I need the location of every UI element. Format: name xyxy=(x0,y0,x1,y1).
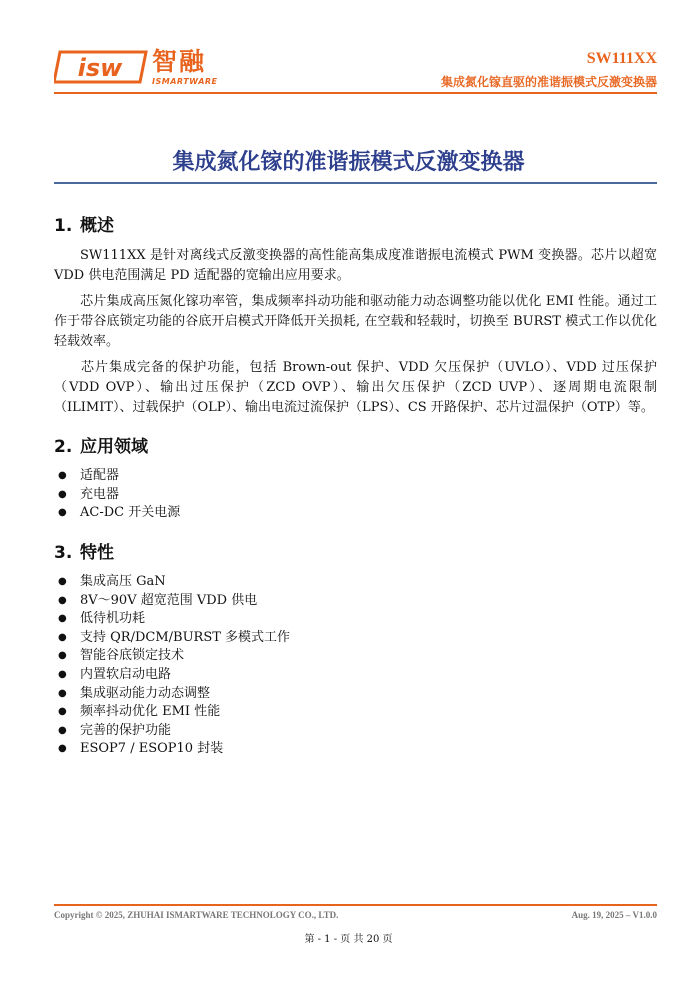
list-item: ● 完善的保护功能 xyxy=(58,722,172,738)
application-list xyxy=(54,467,657,523)
section-title: 特性 xyxy=(80,543,114,563)
section-number: 1. xyxy=(54,216,73,236)
footer-version: Aug. 19, 2025 – V1.0.0 xyxy=(571,910,657,920)
section-heading xyxy=(54,432,148,457)
company-logo xyxy=(54,46,244,90)
list-item: ● AC-DC 开关电源 xyxy=(58,505,181,521)
list-item: ● 频率抖动优化 EMI 性能 xyxy=(58,704,221,720)
list-item: ● 充电器 xyxy=(58,486,120,502)
section-title: 应用领域 xyxy=(80,437,148,457)
header-subtitle: 集成氮化镓直驱的准谐振模式反激变换器 xyxy=(440,75,657,89)
title-divider xyxy=(54,182,657,184)
header-model: SW111XX xyxy=(586,50,657,67)
list-item: ● 低待机功耗 xyxy=(58,611,146,627)
isw-logo-icon xyxy=(54,50,148,84)
paragraph xyxy=(54,246,657,286)
footer-divider xyxy=(54,904,657,906)
list-item: ● 智能谷底锁定技术 xyxy=(58,648,185,664)
feature-list xyxy=(54,573,657,759)
paragraph xyxy=(54,292,657,352)
section-heading xyxy=(54,211,114,236)
paragraph-text: SW111XX 是针对离线式反激变换器的高性能高集成度准谐振电流模式 PWM 变换器。芯片以超宽 VDD 供电范围满足 PD 适配器的宽输出应用要求。 xyxy=(54,248,657,283)
logo-mark: isw xyxy=(77,54,123,82)
list-item: ● ESOP7 / ESOP10 封装 xyxy=(58,741,224,757)
logo-cn-text: 智融 xyxy=(152,47,207,76)
paragraph xyxy=(54,358,657,418)
page-number: 第 - 1 - 页 共 20 页 xyxy=(304,934,393,945)
paragraph-text: 芯片集成完备的保护功能，包括 Brown-out 保护、VDD 欠压保护（UVLO）、VDD 过压保护（VDD OVP）、输出过压保护（ZCD OVP）、输出欠压保护（ZCD UVP）、逐周期电流限制（ILIMIT）、过载保护（OLP）、输出电流过流保护（LPS）、CS 开路保护、芯片过温保护（OTP）等。 xyxy=(54,360,657,415)
paragraph-text: 芯片集成高压氮化镓功率管，集成频率抖动功能和驱动能力动态调整功能以优化 EMI 性能。通过工作于带谷底锁定功能的谷底开启模式开降低开关损耗, 在空载和轻载时，切换至 BURST 模式工作以优化轻载效率。 xyxy=(54,294,657,349)
logo-en-text: ISMARTWARE xyxy=(152,77,218,86)
list-item: ● 内置软启动电路 xyxy=(58,666,172,682)
list-item: ● 适配器 xyxy=(58,468,120,483)
list-item: ● 集成驱动能力动态调整 xyxy=(58,685,211,701)
list-item: ● 集成高压 GaN xyxy=(58,574,166,589)
list-item: ● 8V～90V 超宽范围 VDD 供电 xyxy=(58,592,258,608)
section-heading xyxy=(54,538,114,563)
section-title: 概述 xyxy=(80,216,114,236)
section-number: 3. xyxy=(54,543,73,563)
list-item: ● 支持 QR/DCM/BURST 多模式工作 xyxy=(58,629,291,645)
footer-copyright: Copyright © 2025, ZHUHAI ISMARTWARE TECHNOLOGY CO., LTD. xyxy=(54,910,339,920)
header-divider xyxy=(54,92,657,94)
document-title: 集成氮化镓的准谐振模式反激变换器 xyxy=(172,150,525,175)
section-number: 2. xyxy=(54,437,73,457)
